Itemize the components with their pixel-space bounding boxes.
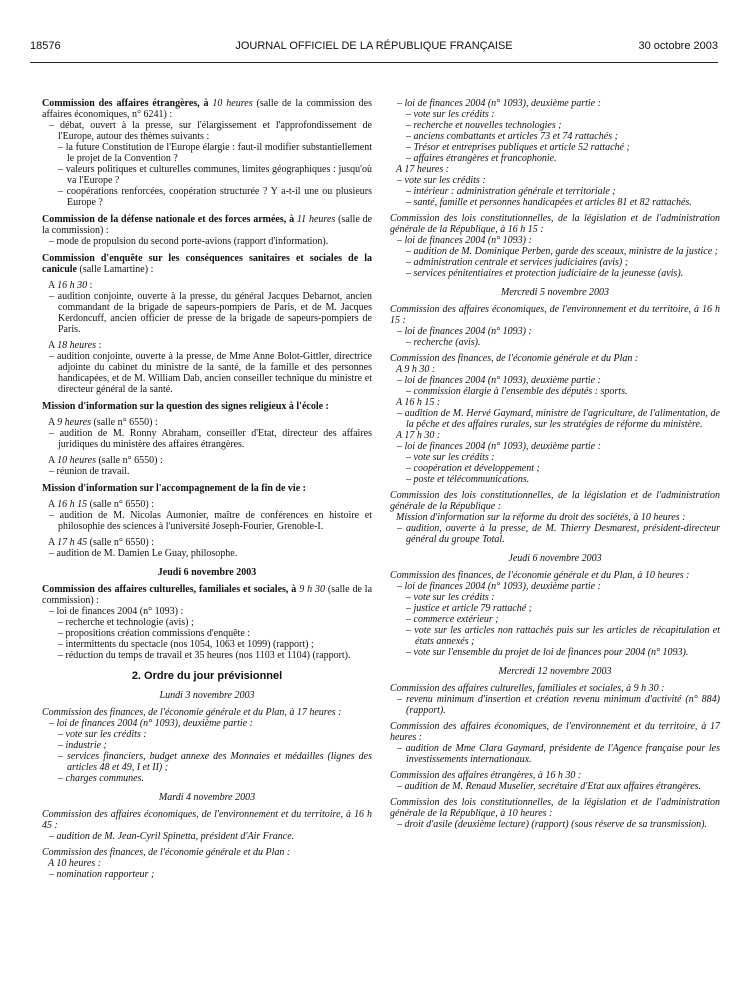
agenda-item: – droit d'asile (deuxième lecture) (rapport) (sous réserve de sa transmission). — [397, 819, 707, 830]
agenda-item: – audition de M. Dominique Perben, garde des sceaux, ministre de la justice ; — [406, 246, 718, 257]
agenda-item: – propositions création commissions d'enquête : — [58, 628, 251, 639]
agenda-item: – justice et article 79 rattaché ; — [406, 603, 533, 614]
session-heading: Commission de la défense nationale et des forces armées, à 11 heures (salle de la commission) : — [42, 214, 373, 236]
agenda-item: – recherche et nouvelles technologies ; — [406, 120, 562, 131]
time-slot: A 16 h 15 : — [396, 397, 441, 408]
agenda-item: – la future Constitution de l'Europe élargie : faut-il modifier substantiellement le projet de la Convention ? — [58, 142, 372, 164]
journal-title: JOURNAL OFFICIEL DE LA RÉPUBLIQUE FRANÇAISE — [235, 40, 513, 52]
session-heading: Commission des affaires étrangères, à 16 h 30 : — [390, 770, 582, 781]
time-slot: A 18 heures : — [48, 340, 102, 351]
agenda-item: – audition de M. Damien Le Guay, philosophe. — [49, 548, 238, 559]
session-heading: Commission des finances, de l'économie générale et du Plan : — [390, 353, 639, 364]
session-heading: Commission des finances, de l'économie générale et du Plan, à 17 heures : — [42, 707, 342, 718]
agenda-item: – vote sur les articles non rattachés puis sur les articles de récapitulation et états annexés ; — [406, 625, 720, 647]
agenda-item: – poste et télécommunications. — [406, 474, 530, 485]
agenda-item: – recherche et technologie (avis) ; — [58, 617, 194, 628]
agenda-item: – vote sur les crédits : — [406, 109, 495, 120]
agenda-item: – vote sur les crédits : — [397, 175, 486, 186]
right-column — [390, 72, 720, 830]
agenda-item: – loi de finances 2004 (n° 1093), deuxième partie : — [397, 441, 601, 452]
agenda-item: – audition de M. Hervé Gaymard, ministre de l'agriculture, de l'alimentation, de la pêche et des affaires rurales, sur les stratégies de réforme du ministère. — [397, 408, 720, 430]
agenda-item: – vote sur les crédits : — [406, 452, 495, 463]
agenda-item: – commission élargie à l'ensemble des députés : sports. — [406, 386, 628, 397]
session-heading: Commission d'enquête sur les conséquences sanitaires et sociales de la canicule (salle Lamartine) : — [42, 253, 372, 275]
agenda-item: – audition de M. Ronny Abraham, conseiller d'Etat, directeur des affaires juridiques du ministère des affaires étrangères. — [49, 428, 372, 450]
agenda-item: – revenu minimum d'insertion et création revenu minimum d'activité (n° 884) (rapport). — [397, 694, 720, 716]
agenda-item: – réduction du temps de travail et 35 heures (nos 1103 et 1104) (rapport). — [58, 650, 351, 661]
agenda-item: – services pénitentiaires et protection judiciaire de la jeunesse (avis). — [406, 268, 684, 279]
agenda-item: – loi de finances 2004 (n° 1093), deuxième partie : — [397, 581, 601, 592]
agenda-item: – loi de finances 2004 (n° 1093) : — [397, 326, 532, 337]
agenda-item: – mode de propulsion du second porte-avions (rapport d'information). — [49, 236, 329, 247]
session-heading: Mission d'information sur l'accompagnement de la fin de vie : — [42, 483, 306, 494]
agenda-item: – vote sur les crédits : — [58, 729, 147, 740]
session-heading: Commission des affaires économiques, de l'environnement et du territoire, à 16 h 45 : — [42, 809, 372, 831]
section-heading: 2. Ordre du jour prévisionnel — [131, 670, 283, 682]
agenda-item: – audition conjointe, ouverte à la presse, du général Jacques Debarnot, ancien commandant de la brigade de sapeurs-pompiers de Paris, et de M. Jacques Kerdoncuff, ancien officier de presse de la brigade de sapeurs-pompiers de Paris. — [49, 291, 372, 335]
session-heading: Commission des affaires étrangères, à 10 heures (salle de la commission des affaires économiques, n° 6241) : — [42, 98, 373, 120]
agenda-item: – audition de M. Jean-Cyril Spinetta, président d'Air France. — [49, 831, 295, 842]
session-heading: Commission des finances, de l'économie générale et du Plan, à 10 heures : — [390, 570, 690, 581]
agenda-item: – coopérations renforcées, coopération structurée ? Y a-t-il une ou plusieurs Europe ? — [58, 186, 372, 208]
agenda-item: – vote sur les crédits : — [406, 592, 495, 603]
header-rule — [30, 62, 718, 63]
session-heading: Commission des lois constitutionnelles, de la législation et de l'administration générale de la République, à 10 heures : — [390, 797, 720, 819]
agenda-item: – Trésor et entreprises publiques et article 52 rattaché ; — [406, 142, 630, 153]
agenda-item: – intermittents du spectacle (nos 1054, 1063 et 1099) (rapport) ; — [58, 639, 314, 650]
agenda-item: – commerce extérieur ; — [406, 614, 499, 625]
agenda-item: – anciens combattants et articles 73 et 74 rattachés ; — [406, 131, 618, 142]
time-slot: A 9 heures (salle n° 6550) : — [48, 417, 158, 428]
agenda-item: – audition conjointe, ouverte à la presse, de Mme Anne Bolot-Gittler, directrice adjointe du cabinet du ministre de la santé, de la famille et des personnes handicapées, et de M. William Dab, ancien conseiller technique du ministre et directeur général de la santé. — [49, 351, 372, 395]
session-heading: Commission des lois constitutionnelles, de la législation et de l'administration générale de la République, à 16 h 15 : — [390, 213, 720, 235]
issue-date: 30 octobre 2003 — [638, 40, 718, 52]
agenda-item: – réunion de travail. — [49, 466, 130, 477]
agenda-item: – débat, ouvert à la presse, sur l'élargissement et l'approfondissement de l'Europe, autour des thèmes suivants : — [49, 120, 372, 142]
day-heading: Mercredi 12 novembre 2003 — [498, 666, 612, 677]
session-heading: Commission des affaires économiques, de l'environnement et du territoire, à 16 h 15 : — [390, 304, 720, 326]
page-number: 18576 — [30, 40, 61, 52]
session-heading: Commission des affaires culturelles, familiales et sociales, à 9 h 30 : — [390, 683, 665, 694]
session-heading: Commission des affaires économiques, de l'environnement et du territoire, à 17 heures : — [390, 721, 720, 743]
day-heading: Mardi 4 novembre 2003 — [158, 792, 256, 803]
time-slot: A 9 h 30 : — [396, 364, 436, 375]
time-slot: A 17 h 45 (salle n° 6550) : — [48, 537, 154, 548]
left-column — [42, 72, 372, 880]
agenda-item: – industrie ; — [58, 740, 107, 751]
time-slot: A 16 h 30 : — [48, 280, 93, 291]
time-slot: A 16 h 15 (salle n° 6550) : — [48, 499, 154, 510]
agenda-item: – audition de M. Nicolas Aumonier, maître de conférences en histoire et philosophie des sciences à l'université Joseph-Fourier, Grenoble-I. — [49, 510, 372, 532]
agenda-item: Mission d'information sur la réforme du droit des sociétés, à 10 heures : — [396, 512, 686, 523]
agenda-item: – loi de finances 2004 (n° 1093) : — [397, 235, 532, 246]
agenda-item: – administration centrale et services judiciaires (avis) ; — [406, 257, 629, 268]
agenda-item: – charges communes. — [58, 773, 145, 784]
agenda-item: – intérieur : administration générale et territoriale ; — [406, 186, 616, 197]
session-heading: Commission des affaires culturelles, familiales et sociales, à 9 h 30 (salle de la commission) : — [42, 584, 373, 606]
time-slot: A 17 h 30 : — [396, 430, 441, 441]
agenda-item: – recherche (avis). — [406, 337, 481, 348]
agenda-item: – audition de M. Renaud Muselier, secrétaire d'Etat aux affaires étrangères. — [397, 781, 702, 792]
time-slot: A 10 heures (salle n° 6550) : — [48, 455, 163, 466]
agenda-item: – loi de finances 2004 (n° 1093), deuxième partie : — [397, 375, 601, 386]
day-heading: Jeudi 6 novembre 2003 — [508, 553, 602, 564]
agenda-item: – nomination rapporteur ; — [49, 869, 155, 880]
agenda-item: – audition de Mme Clara Gaymard, présidente de l'Agence française pour les investissements internationaux. — [397, 743, 720, 765]
agenda-item: – valeurs politiques et culturelles communes, limites géographiques : jusqu'où va l'Europe ? — [58, 164, 372, 186]
agenda-item: – audition, ouverte à la presse, de M. Thierry Desmarest, président-directeur général du groupe Total. — [397, 523, 720, 545]
agenda-item: – loi de finances 2004 (n° 1093), deuxième partie : — [397, 98, 601, 109]
time-slot: A 17 heures : — [396, 164, 450, 175]
page-header — [30, 40, 718, 58]
day-heading: Jeudi 6 novembre 2003 — [157, 567, 257, 578]
session-heading: Commission des finances, de l'économie générale et du Plan : — [42, 847, 291, 858]
agenda-item: – coopération et développement ; — [406, 463, 540, 474]
day-heading: Lundi 3 novembre 2003 — [159, 690, 255, 701]
agenda-item: – services financiers, budget annexe des Monnaies et médailles (lignes des articles 48 et 49, I et II) ; — [58, 751, 372, 773]
agenda-item: – santé, famille et personnes handicapées et articles 81 et 82 rattachés. — [406, 197, 692, 208]
day-heading: Mercredi 5 novembre 2003 — [500, 287, 610, 298]
session-heading: Mission d'information sur la question des signes religieux à l'école : — [42, 401, 329, 412]
time-slot: A 10 heures : — [48, 858, 102, 869]
agenda-item: – affaires étrangères et francophonie. — [406, 153, 557, 164]
agenda-item: – vote sur l'ensemble du projet de loi de finances pour 2004 (n° 1093). — [406, 647, 689, 658]
agenda-item: – loi de finances 2004 (n° 1093) : — [49, 606, 184, 617]
agenda-item: – loi de finances 2004 (n° 1093), deuxième partie : — [49, 718, 253, 729]
session-heading: Commission des lois constitutionnelles, de la législation et de l'administration générale de la République : — [390, 490, 720, 512]
